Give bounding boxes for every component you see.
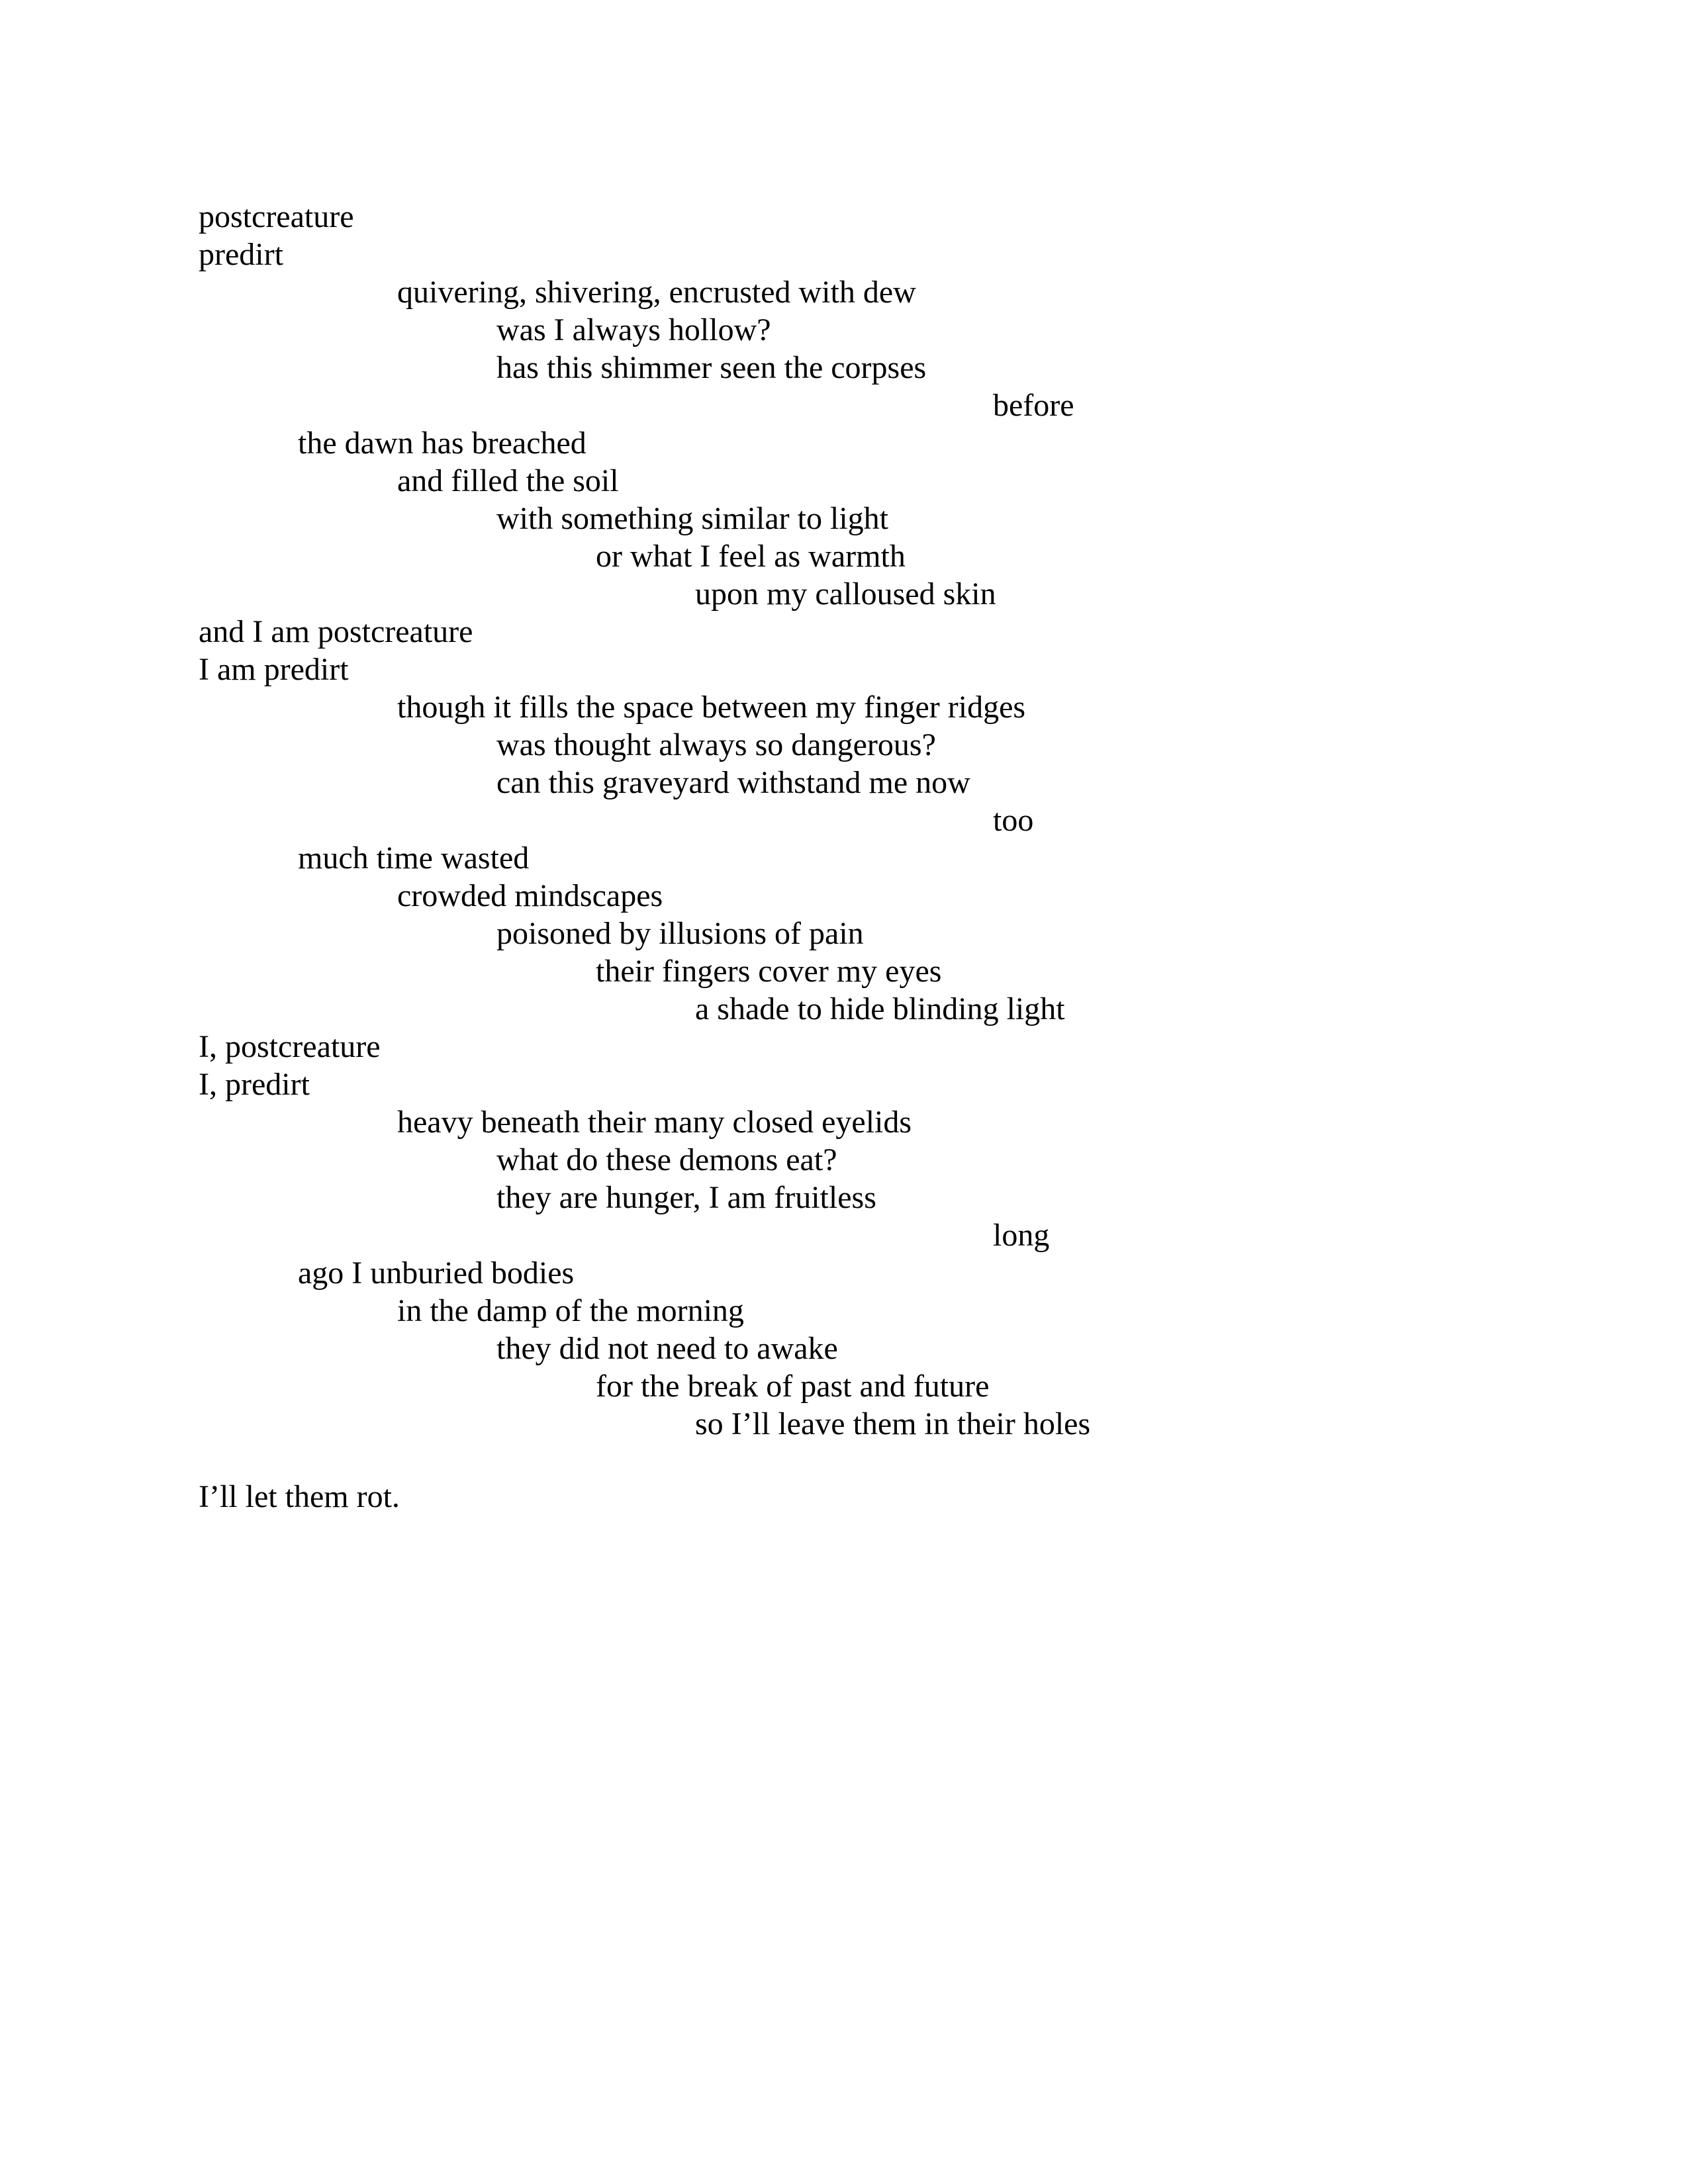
- poem-line: was thought always so dangerous?: [496, 727, 936, 762]
- poem-line: they are hunger, I am fruitless: [496, 1180, 876, 1215]
- poem-line: too: [993, 803, 1034, 838]
- poem-line: with something similar to light: [496, 501, 888, 536]
- poem-line: ago I unburied bodies: [298, 1255, 575, 1291]
- poem-line: what do these demons eat?: [496, 1142, 837, 1177]
- poem-line: heavy beneath their many closed eyelids: [397, 1105, 912, 1140]
- poem-line: I, postcreature: [199, 1029, 381, 1064]
- poem-line: and I am postcreature: [199, 614, 473, 649]
- poem-line: their fingers cover my eyes: [596, 954, 942, 989]
- poem-final-line: I’ll let them rot.: [199, 1479, 400, 1514]
- poem-line: I am predirt: [199, 652, 349, 687]
- poem-line: for the break of past and future: [596, 1369, 990, 1404]
- poem-line: or what I feel as warmth: [596, 539, 906, 574]
- poem-line: before: [993, 388, 1074, 423]
- poem-line: they did not need to awake: [496, 1331, 838, 1366]
- poem-line: so I’ll leave them in their holes: [695, 1406, 1091, 1441]
- poem-line: much time wasted: [298, 841, 530, 876]
- poem-line: has this shimmer seen the corpses: [496, 350, 927, 385]
- poem-line: the dawn has breached: [298, 426, 586, 461]
- poem-line: quivering, shivering, encrusted with dew: [397, 275, 916, 310]
- poem-line: predirt: [199, 237, 283, 272]
- poem-line: can this graveyard withstand me now: [496, 765, 970, 800]
- poem-line: a shade to hide blinding light: [695, 991, 1065, 1026]
- poem-line: was I always hollow?: [496, 312, 771, 347]
- poem-line: postcreature: [199, 199, 354, 234]
- poem-line: I, predirt: [199, 1067, 310, 1102]
- poem-line: upon my calloused skin: [695, 576, 996, 612]
- poem-line: poisoned by illusions of pain: [496, 916, 864, 951]
- poem-line: long: [993, 1218, 1050, 1253]
- poem-line: crowded mindscapes: [397, 878, 663, 913]
- poem-line: in the damp of the morning: [397, 1293, 744, 1328]
- poem-line: and filled the soil: [397, 463, 619, 498]
- poem-line: though it fills the space between my finger ridges: [397, 690, 1026, 725]
